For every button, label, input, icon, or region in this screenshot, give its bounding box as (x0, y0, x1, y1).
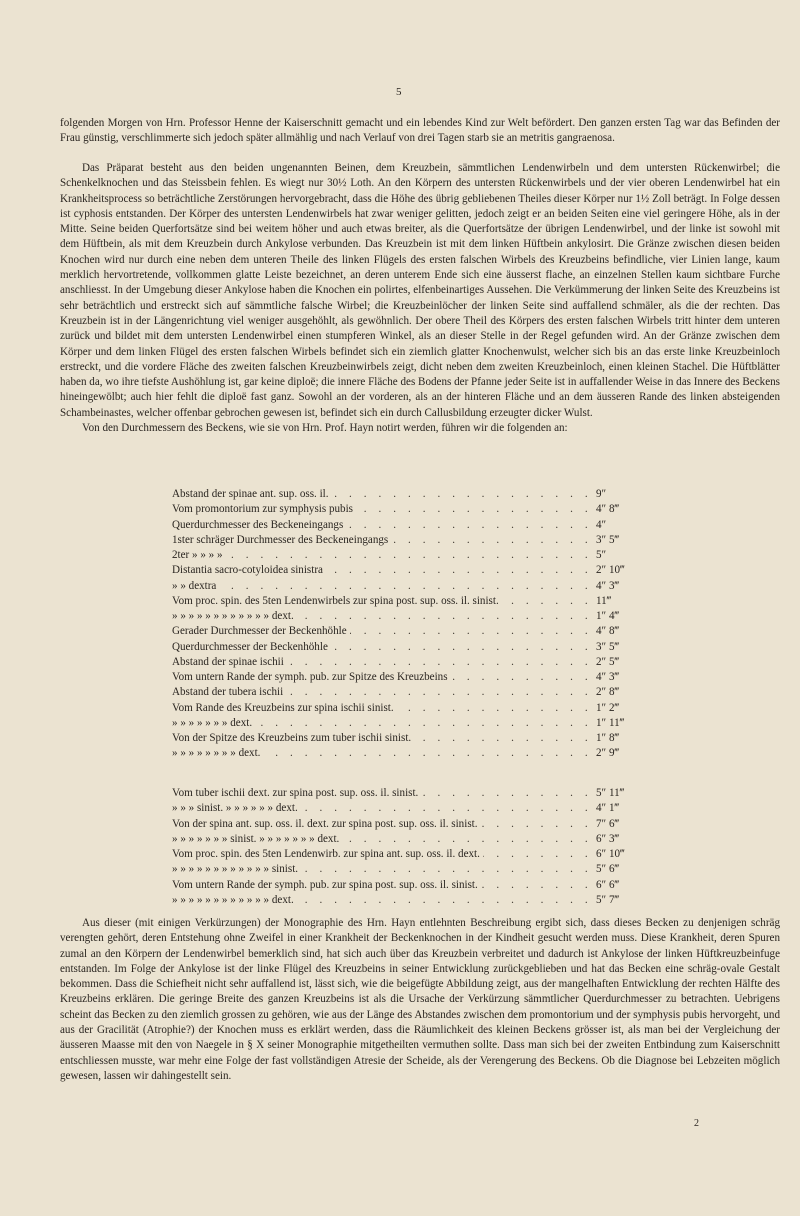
page-number: 5 (396, 86, 402, 98)
measurement-value: 5″ 6‴ (596, 863, 620, 876)
measurement-row (172, 533, 652, 548)
measurement-value: 2″ 10‴ (596, 564, 625, 577)
measurement-value: 6″ 3‴ (596, 832, 620, 845)
measurement-row (172, 655, 652, 670)
measurement-row (172, 862, 652, 877)
measurement-label: Abstand der spinae ant. sup. oss. il. (172, 487, 332, 502)
measurement-label: Vom Rande des Kreuzbeins zur spina ischii sinist. (172, 701, 397, 716)
measurement-value: 4″ 1‴ (596, 802, 620, 815)
measurement-label: » » » » » » » » » » » » dext. (172, 609, 297, 624)
paragraph-text: Von den Durchmessern des Beckens, wie sie von Hrn. Prof. Hayn notirt werden, führen wir die folgenden an: (82, 422, 568, 435)
measurement-value: 1″ 4‴ (596, 610, 620, 622)
measurement-value: 4″ 3‴ (596, 671, 620, 683)
measurement-value: 2″ 9‴ (596, 747, 620, 760)
measurement-value: 3″ 5‴ (596, 533, 620, 546)
measurement-label: » » » » » » » dext. (172, 716, 255, 731)
measurement-label: Vom proc. spin. des 5ten Lendenwirb. zur spina ant. sup. oss. il. dext. (172, 847, 483, 862)
measurement-label: Vom promontorium zur symphysis pubis (172, 502, 356, 517)
measurement-row (172, 701, 652, 716)
leader-dots (172, 579, 592, 594)
measurement-label: » » dextra (172, 579, 219, 594)
paragraph-text: Das Präparat besteht aus den beiden ungenannten Beinen, dem Kreuzbein, sämmtlichen Lendenwirbeln und dem untersten Rückenwirbel; die Schenkelknochen und das Steissbein fehlen. Es wiegt nur 30½ Loth. An den Körpern des untersten Rückenwirbels und der vier oberen Lendenwirbel hat ein Krankheitsprocess so beträchtliche Zerstörungen hervorgebracht, dass die Höhe des übrig gebliebenen Theiles dieser Körper nur 1½ Zoll beträgt. In Folge dessen ist cyphosis entstanden. Der Körper des untersten Lendenwirbels hat zwar weniger gelitten, jedoch zeigt er an beiden Seiten eine viel geringere Höhe, als in der Mitte. Seine beiden Querfortsätze sind bei weitem höher und auch etwas breiter, als die Querfortsätze der übrigen Lendenwirbel, und der linke ist sowohl mit dem Hüftbein, als mit dem Kreuzbein durch Ankylose verbunden. Das Kreuzbein ist mit dem linken Hüftbein ankylosirt. Die Gränze zwischen diesen beiden Knochen wird nur durch eine neben dem unteren Theile des linken Flügels des ersten falschen Wirbels des Kreuzbeins befindliche, vier Linien lange, kaum merklich hervortretende, vollkommen glatte Leiste bezeichnet, an deren unterem Ende sich eine äusserst flache, an einzelnen Stellen kaum sichtbare Furche anschliesst. In der Umgebung dieser Ankylose haben die Knochen ein polirtes, elfenbeinartiges Aussehen. Die Verkümmerung der linken Seite des Kreuzbeins ist sehr beträchtlich und erstreckt sich auf sämmtliche falsche Wirbel; die Kreuzbeinlöcher der linken Seite sind auffallend schmäler, als die der rechten. Das Kreuzbein ist in der Längenrichtung viel weniger ausgehöhlt, als gewöhnlich. Der obere Theil des Körpers des ersten falschen Wirbels tritt hinter dem unteren zurück und bildet mit dem untersten Lendenwirbel einen stumpferen Winkel, als an dieser Stelle in der Regel gefunden wird. An der Gränze zwischen dem Körper und dem linken Flügel des ersten falschen Wirbels befindet sich ein ziemlich glatter Knochenwulst, welcher sich bis an das erste linke Kreuzbeinloch erstreckt, und die vordere Fläche des zweiten falschen Kreuzbeinwirbels zeigt, dicht neben dem zweiten Kreuzbeinloch, einen kleinen Stachel. Die Hüftblätter haben da, wo ihre tiefste Aushöhlung ist, gar keine diploë; die innere Fläche des Bodens der Pfanne jeder Seite ist in auffallender Weise in das Innere des Beckens hineingewölbt; auch hier fehlt die diploë fast ganz. Sowohl an der vorderen, als an der hinteren Fläche und an dem äusseren Rande des linken absteigenden Schambeinastes, welcher offenbar gebrochen gewesen ist, befindet sich ein durch Callusbildung erzeugter dicker Wulst. (60, 162, 780, 419)
measurement-label: » » » » » » » » » » » » dext. (172, 893, 297, 908)
measurement-value: 11‴ (596, 594, 612, 607)
measurement-value: 1″ 8‴ (596, 732, 620, 744)
measurement-label: Querdurchmesser der Beckenhöhle (172, 640, 331, 655)
measurement-row (172, 801, 652, 816)
measurement-row (172, 817, 652, 832)
measurement-row (172, 685, 652, 700)
measurements-table-2 (172, 786, 652, 908)
measurement-row (172, 579, 652, 594)
measurement-row (172, 670, 652, 685)
measurement-value: 2″ 5‴ (596, 655, 620, 668)
measurement-row (172, 624, 652, 639)
measurement-value: 4″ 3‴ (596, 579, 620, 592)
measurement-label: 2ter » » » » (172, 548, 226, 563)
measurement-row (172, 786, 652, 801)
measurement-value: 7″ 6‴ (596, 817, 620, 830)
paragraph-conclusion (60, 916, 780, 1084)
measurement-row (172, 502, 652, 517)
measurement-value: 1″ 2‴ (596, 701, 620, 714)
measurement-row (172, 548, 652, 563)
measurement-row (172, 893, 652, 908)
measurement-label: Gerader Durchmesser der Beckenhöhle (172, 624, 350, 639)
measurement-value: 3″ 5‴ (596, 640, 620, 653)
measurement-value: 1″ 11‴ (596, 716, 625, 729)
measurement-row (172, 832, 652, 847)
measurement-row (172, 640, 652, 655)
signature-mark: 2 (694, 1118, 699, 1129)
measurement-value: 6″ 10‴ (596, 848, 625, 860)
paragraph-text: Aus dieser (mit einigen Verkürzungen) der Monographie des Hrn. Hayn entlehnten Beschreibung ergibt sich, dass dieses Becken zu denjenigen schräg verengten gehört, deren Entstehung ohne Zweifel in einer Krankheit der Beckenknochen in der Kindheit gesucht werden muss. Diese Krankheit, deren Spuren zumal an den Körpern der Lendenwirbel bemerklich sind, hat sich auch über das Kreuzbein verbreitet und dadurch ist Ankylose der linken Hüftkreuzbeinfuge entstanden. Im Folge der Ankylose ist der linke Flügel des Kreuzbeins in seiner Entwicklung zurückgeblieben und hat das Becken eine schräg-ovale Gestalt bekommen. Dass die Schiefheit nicht sehr auffallend ist, lässt sich, wie die beigefügte Abbildung zeigt, aus der mangelhaften Entwicklung der rechten Hälfte des Kreuzbeins erklären. Die geringe Breite des ganzen Kreuzbeins ist als die Ursache der Verkürzung sämmtlicher Querdurchmesser zu betrachten. Uebrigens scheint das Becken zu den ziemlich grossen zu gehören, wie aus der Länge des Abstandes zwischen dem promontorium und der symphysis pubis hervorgeht, und aus der Gracilität (Atrophie?) der Knochen muss es erklärt werden, dass die Räumlichkeit des kleinen Beckens grösser ist, als man bei der Vergleichung der äusseren Maasse mit den von Naegele in § X seiner Monographie mitgetheilten vermuthen sollte. Dass man sich bei der zweiten Entbindung zum Kaiserschnitt entschliessen musste, war mehr eine Folge der fast vollständigen Atresie der Scheide, als der Verengerung des Beckens. Ob die Diagnose bei Lebzeiten möglich gewesen, lassen wir dahingestellt sein. (60, 917, 780, 1082)
measurement-label: Distantia sacro-cotyloidea sinistra (172, 563, 326, 578)
measurement-label: Von der spina ant. sup. oss. il. dext. zur spina post. sup. oss. il. sinist. (172, 817, 481, 832)
measurement-row (172, 716, 652, 731)
measurement-label: » » » sinist. » » » » » » dext. (172, 801, 301, 816)
measurement-row (172, 518, 652, 533)
measurement-label: 1ster schräger Durchmesser des Beckeneingangs (172, 533, 391, 548)
measurement-row (172, 878, 652, 893)
paragraph-description (60, 161, 780, 436)
measurement-value: 5″ 11‴ (596, 787, 625, 799)
measurements-table-1 (172, 487, 652, 762)
measurement-row (172, 847, 652, 862)
measurement-row (172, 563, 652, 578)
measurement-label: Vom proc. spin. des 5ten Lendenwirbels zur spina post. sup. oss. il. sinist. (172, 594, 502, 609)
measurement-value: 6″ 6‴ (596, 878, 620, 891)
measurement-label: Vom untern Rande der symph. pub. zur Spitze des Kreuzbeins (172, 670, 451, 685)
measurement-value: 5″ (596, 549, 607, 561)
measurement-value: 5″ 7‴ (596, 893, 620, 906)
leader-dots (172, 548, 592, 563)
measurement-label: » » » » » » » » dext. (172, 746, 263, 761)
measurement-row (172, 731, 652, 746)
measurement-row (172, 746, 652, 761)
measurement-label: Vom tuber ischii dext. zur spina post. sup. oss. il. sinist. (172, 786, 421, 801)
measurement-value: 4″ 8‴ (596, 503, 620, 516)
measurement-label: Von der Spitze des Kreuzbeins zum tuber ischii sinist. (172, 731, 414, 746)
measurement-label: Abstand der spinae ischii (172, 655, 287, 670)
measurement-label: Abstand der tubera ischii (172, 685, 286, 700)
paragraph-text: folgenden Morgen von Hrn. Professor Henne der Kaiserschnitt gemacht und ein lebendes Kind zur Welt befördert. Den ganzen ersten Tag war das Befinden der Frau günstig, verschlimmerte sich jedoch später allmählig und nach Verlauf von drei Tagen starb sie an metritis gangraenosa. (60, 117, 780, 145)
measurement-label: Querdurchmesser des Beckeneingangs (172, 518, 346, 533)
measurement-row (172, 487, 652, 502)
measurement-value: 2″ 8‴ (596, 686, 620, 699)
measurement-value: 4″ 8‴ (596, 625, 620, 638)
measurement-row (172, 609, 652, 624)
measurement-value: 9″ (596, 488, 607, 500)
measurement-value: 4″ (596, 518, 607, 531)
measurement-label: » » » » » » » sinist. » » » » » » » dext. (172, 832, 342, 847)
measurement-row (172, 594, 652, 609)
measurement-label: » » » » » » » » » » » » sinist. (172, 862, 301, 877)
paragraph-intro (60, 116, 780, 147)
measurement-label: Vom untern Rande der symph. pub. zur spina post. sup. oss. il. sinist. (172, 878, 481, 893)
